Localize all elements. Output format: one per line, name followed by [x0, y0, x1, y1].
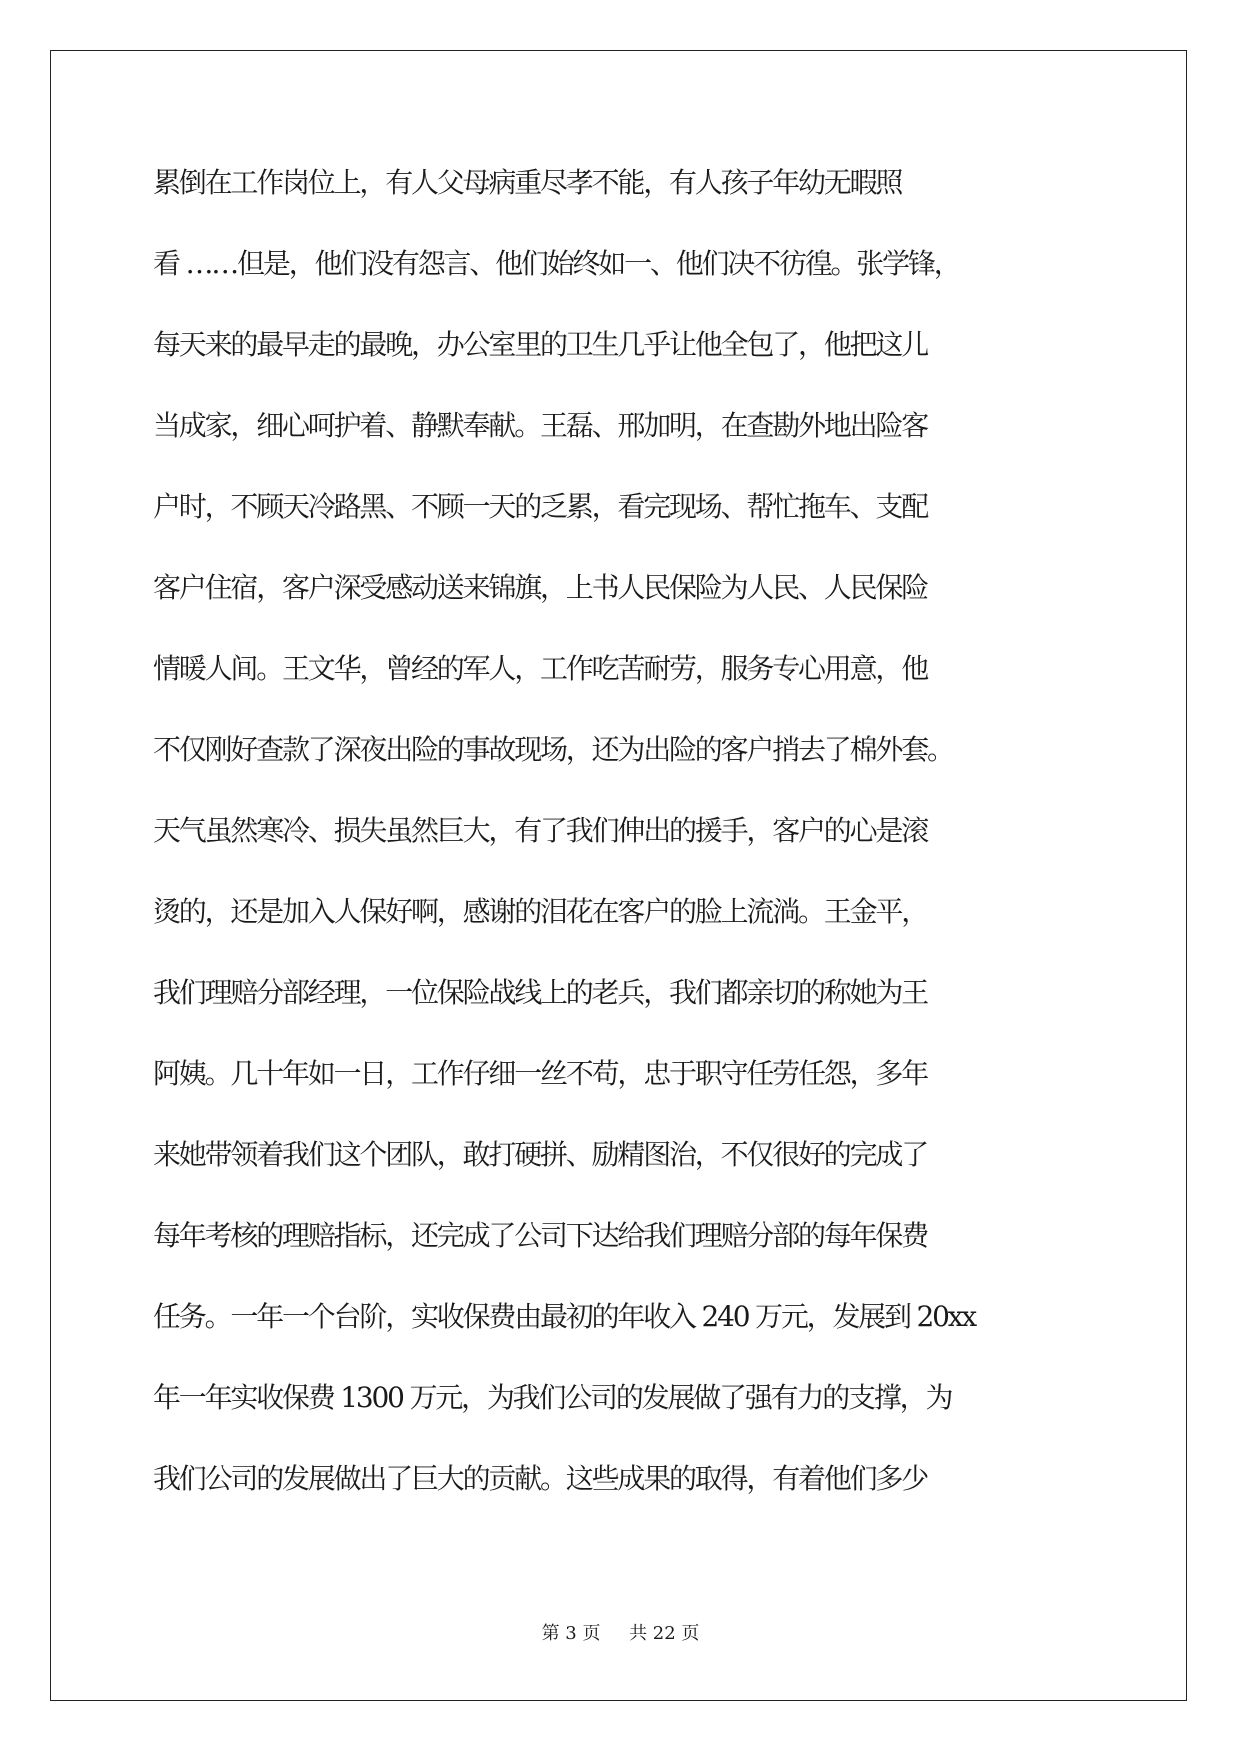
text-line: 任务。一年一个台阶，实收保费由最初的年收入 240 万元，发展到 20xx — [153, 1300, 975, 1333]
text-line: 客户住宿，客户深受感动送来锦旗，上书人民保险为人民、人民保险 — [153, 571, 928, 604]
text-line: 户时，不顾天冷路黑、不顾一天的乏累，看完现场、帮忙拖车、支配 — [153, 490, 928, 523]
text-line: 我们理赔分部经理，一位保险战线上的老兵，我们都亲切的称她为王 — [153, 976, 928, 1009]
body-text — [153, 160, 1093, 1537]
text-line: 天气虽然寒冷、损失虽然巨大，有了我们伸出的援手，客户的心是滚 — [153, 814, 928, 847]
text-line: 年一年实收保费 1300 万元，为我们公司的发展做了强有力的支撑，为 — [153, 1381, 952, 1414]
text-line: 来她带领着我们这个团队，敢打硬拼、励精图治，不仅很好的完成了 — [153, 1138, 928, 1171]
text-line: 累倒在工作岗位上，有人父母病重尽孝不能，有人孩子年幼无暇照 — [153, 166, 902, 199]
text-line: 每天来的最早走的最晚，办公室里的卫生几乎让他全包了，他把这儿 — [153, 328, 928, 361]
text-line: 我们公司的发展做出了巨大的贡献。这些成果的取得，有着他们多少 — [153, 1462, 928, 1495]
page-total: 共 22 页 — [629, 1623, 700, 1644]
text-line: 情暖人间。王文华，曾经的军人，工作吃苦耐劳，服务专心用意，他 — [153, 652, 928, 685]
text-line: 每年考核的理赔指标，还完成了公司下达给我们理赔分部的每年保费 — [153, 1219, 928, 1252]
text-line: 烫的，还是加入人保好啊，感谢的泪花在客户的脸上流淌。王金平， — [153, 895, 928, 928]
text-line: 不仅刚好查款了深夜出险的事故现场，还为出险的客户捎去了棉外套。 — [153, 733, 953, 766]
page-number: 第 3 页 — [541, 1623, 601, 1644]
page-footer — [0, 1622, 1241, 1646]
text-line: 阿姨。几十年如一日，工作仔细一丝不苟，忠于职守任劳任怨，多年 — [153, 1057, 928, 1090]
text-line: 看 ……但是，他们没有怨言、他们始终如一、他们决不彷徨。张学锋， — [153, 247, 960, 280]
text-line: 当成家，细心呵护着、静默奉献。王磊、邢加明，在查勘外地出险客 — [153, 409, 928, 442]
